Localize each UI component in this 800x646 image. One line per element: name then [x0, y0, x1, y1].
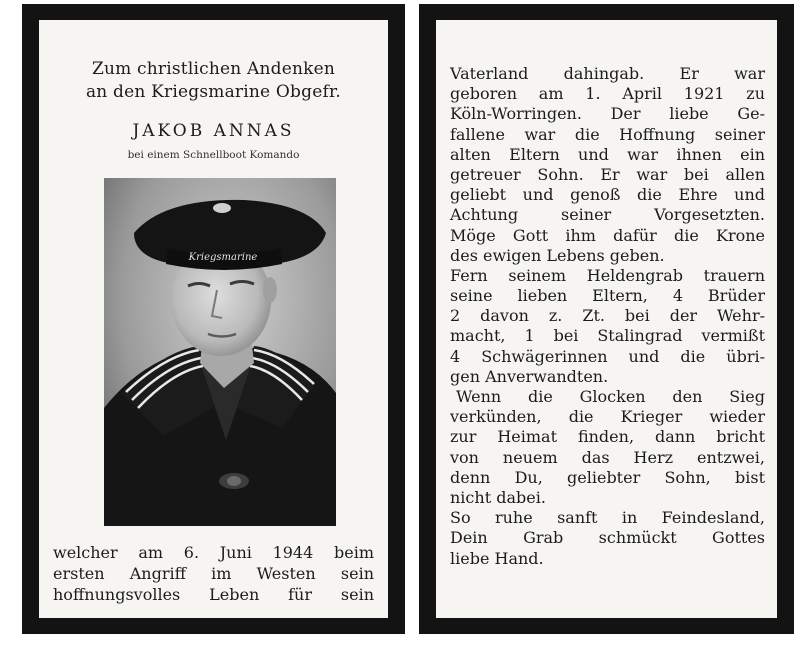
text-line: Fern seinem Heldengrab trauern — [450, 265, 765, 285]
text-line: 2 davon z. Zt. bei der Wehr- — [450, 306, 765, 326]
text-line: ersten Angriff im Westen sein — [53, 564, 374, 583]
unit-line: bei einem Schnellboot Komando — [127, 149, 300, 161]
text-line: fallene war die Hoffnung seiner — [450, 124, 765, 144]
text-line: Möge Gott ihm dafür die Krone — [450, 225, 765, 245]
text-line: nicht dabei. — [450, 487, 546, 507]
text-line: seine lieben Eltern, 4 Brüder — [450, 286, 765, 306]
cap-band-text: Kriegsmarine — [188, 252, 258, 263]
text-line: gen Anverwandten. — [450, 366, 609, 386]
portrait-photo — [104, 178, 336, 526]
card-right-paper — [436, 20, 777, 618]
text-line: So ruhe sanft in Feindesland, — [450, 508, 765, 528]
text-line: macht, 1 bei Stalingrad vermißt — [450, 326, 765, 346]
text-line: Vaterland dahingab. Er war — [450, 64, 765, 83]
memorial-text — [450, 64, 765, 569]
text-line: Wenn die Glocken den Sieg — [456, 387, 765, 406]
text-line: liebe Hand. — [450, 548, 544, 568]
text-line: welcher am 6. Juni 1944 beim — [53, 543, 374, 562]
text-line: denn Du, geliebter Sohn, bist — [450, 467, 765, 487]
text-line: verkünden, die Krieger wieder — [450, 407, 765, 427]
deceased-name: JAKOB ANNAS — [132, 121, 295, 141]
heading-line: an den Kriegsmarine Obgefr. — [85, 82, 342, 102]
text-line: von neuem das Herz entzwei, — [450, 447, 765, 467]
text-line: geliebt und genoß die Ehre und — [450, 185, 765, 205]
memorial-card-right — [419, 4, 794, 634]
portrait-illustration — [104, 178, 336, 526]
text-line: hoffnungsvolles Leben für sein — [53, 585, 374, 604]
text-line: Achtung seiner Vorgesetzten. — [450, 205, 765, 225]
text-line: zur Heimat finden, dann bricht — [450, 427, 765, 447]
text-line: Dein Grab schmückt Gottes — [450, 528, 765, 548]
text-line: Köln-Worringen. Der liebe Ge- — [450, 104, 765, 124]
text-continuation-left — [53, 542, 374, 605]
card-heading — [39, 58, 388, 104]
text-line: alten Eltern und war ihnen ein — [450, 144, 765, 164]
memorial-card-left — [22, 4, 405, 634]
card-left-paper — [39, 20, 388, 618]
text-line: des ewigen Lebens geben. — [450, 245, 665, 265]
text-line: 4 Schwägerinnen und die übri- — [450, 346, 765, 366]
text-line: getreuer Sohn. Er war bei allen — [450, 164, 765, 184]
heading-line: Zum christlichen Andenken — [91, 59, 336, 79]
text-line: geboren am 1. April 1921 zu — [450, 84, 765, 104]
